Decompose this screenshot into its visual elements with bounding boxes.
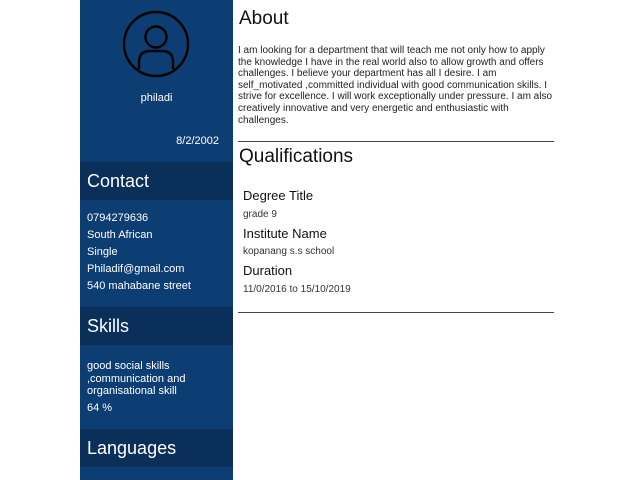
user-icon: [122, 10, 190, 78]
duration-separator: to: [289, 284, 298, 295]
divider: [238, 312, 554, 313]
skills-text: good social skills ,communication and organisational skill: [87, 360, 186, 397]
contact-status: Single: [87, 246, 118, 258]
sidebar: [80, 0, 233, 480]
profile-name: philadi: [140, 92, 173, 104]
duration-value: [243, 284, 351, 295]
qualifications-heading: Qualifications: [239, 146, 354, 167]
date-of-birth: 8/2/2002: [176, 135, 219, 147]
divider: [238, 141, 554, 142]
about-text: I am looking for a department that will teach me not only how to apply the knowledge I have in the real world also to allow growth and offers challenges. I believe your department has all I desire. I am self_motivated ,committed individual with good communication skills. I strive for excellence. I will work exceptionally under pressure. I am also creatively innovative and very energetic and enthusiastic with challenges.: [238, 45, 553, 126]
contact-address: 540 mahabane street: [87, 280, 191, 292]
contact-phone: 0794279636: [87, 212, 149, 224]
skills-percent: 64 %: [87, 402, 113, 414]
degree-label: Degree Title: [243, 188, 314, 203]
about-heading: About: [239, 8, 289, 29]
degree-value: grade 9: [243, 209, 277, 220]
institute-label: Institute Name: [243, 226, 327, 241]
languages-heading: Languages: [80, 429, 233, 467]
contact-list: [87, 210, 191, 295]
contact-heading: Contact: [80, 162, 233, 200]
duration-from: 11/0/2016: [243, 284, 287, 295]
duration-label: Duration: [243, 263, 293, 278]
skills-heading: Skills: [80, 307, 233, 345]
contact-email[interactable]: Philadif@gmail.com: [87, 263, 185, 275]
duration-to: 15/10/2019: [300, 284, 351, 295]
institute-value: kopanang s.s school: [243, 246, 335, 257]
contact-nationality: South African: [87, 229, 153, 241]
